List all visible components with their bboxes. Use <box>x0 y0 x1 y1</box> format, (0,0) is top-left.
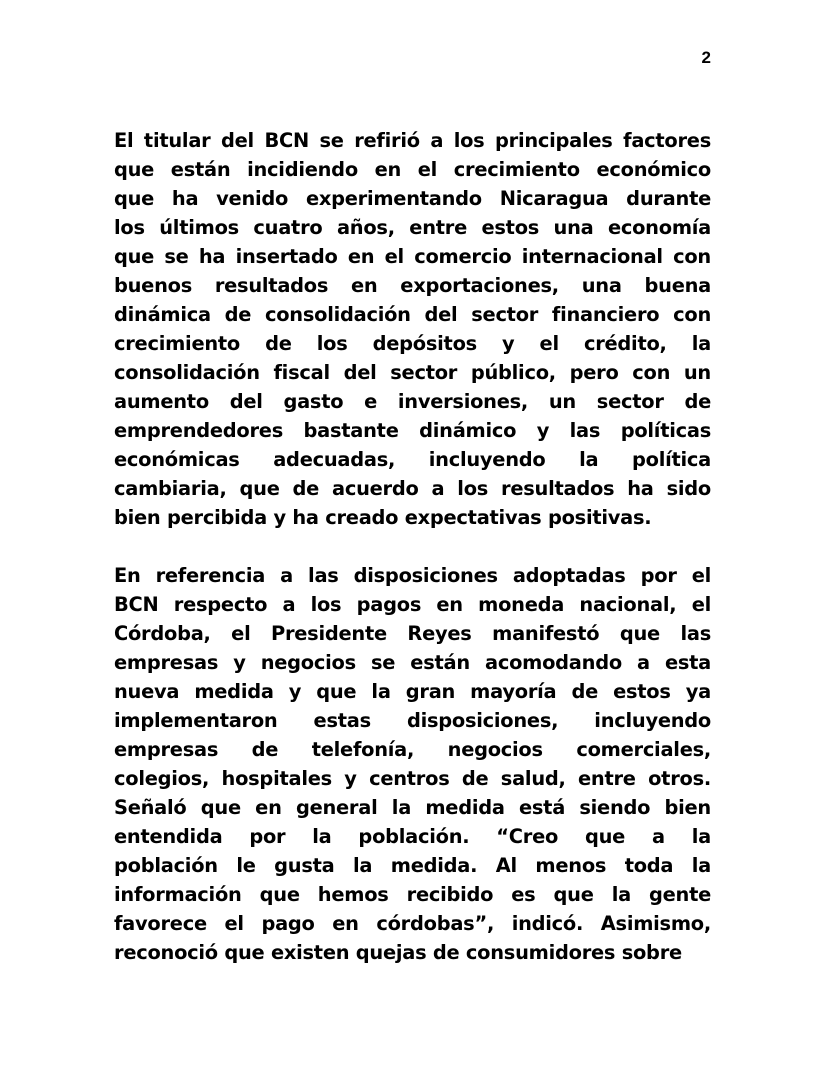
paragraph <box>114 561 711 967</box>
text-line: población le gusta la medida. Al menos toda la <box>114 854 711 877</box>
text-line: que se ha insertado en el comercio internacional con <box>114 245 711 268</box>
paragraph <box>114 126 711 532</box>
text-line: empresas de telefonía, negocios comerciales, <box>114 738 711 761</box>
text-line: buenos resultados en exportaciones, una buena <box>114 274 711 297</box>
text-line: colegios, hospitales y centros de salud, entre otros. <box>114 767 711 790</box>
page-number: 2 <box>701 48 711 67</box>
text-line: los últimos cuatro años, entre estos una economía <box>114 216 711 239</box>
text-line: que están incidiendo en el crecimiento económico <box>114 158 711 181</box>
text-line: emprendedores bastante dinámico y las políticas <box>114 419 711 442</box>
text-line: empresas y negocios se están acomodando a esta <box>114 651 711 674</box>
document-body <box>114 126 711 967</box>
text-line: consolidación fiscal del sector público, pero con un <box>114 361 711 384</box>
text-line: entendida por la población. “Creo que a la <box>114 825 711 848</box>
text-line: favorece el pago en córdobas”, indicó. Asimismo, <box>114 912 711 935</box>
text-line: dinámica de consolidación del sector financiero con <box>114 303 711 326</box>
text-line: cambiaria, que de acuerdo a los resultados ha sido <box>114 477 711 500</box>
text-line: económicas adecuadas, incluyendo la política <box>114 448 711 471</box>
text-line: El titular del BCN se refirió a los principales factores <box>114 129 711 152</box>
text-line: nueva medida y que la gran mayoría de estos ya <box>114 680 711 703</box>
text-line: En referencia a las disposiciones adoptadas por el <box>114 564 711 587</box>
text-line: que ha venido experimentando Nicaragua durante <box>114 187 711 210</box>
text-line: aumento del gasto e inversiones, un sector de <box>114 390 711 413</box>
text-line: BCN respecto a los pagos en moneda nacional, el <box>114 593 711 616</box>
text-line: bien percibida y ha creado expectativas positivas. <box>114 506 652 529</box>
text-line: implementaron estas disposiciones, incluyendo <box>114 709 711 732</box>
text-line: reconoció que existen quejas de consumidores sobre <box>114 941 682 964</box>
text-line: crecimiento de los depósitos y el crédito, la <box>114 332 711 355</box>
text-line: información que hemos recibido es que la gente <box>114 883 711 906</box>
text-line: Señaló que en general la medida está siendo bien <box>114 796 711 819</box>
text-line: Córdoba, el Presidente Reyes manifestó que las <box>114 622 711 645</box>
